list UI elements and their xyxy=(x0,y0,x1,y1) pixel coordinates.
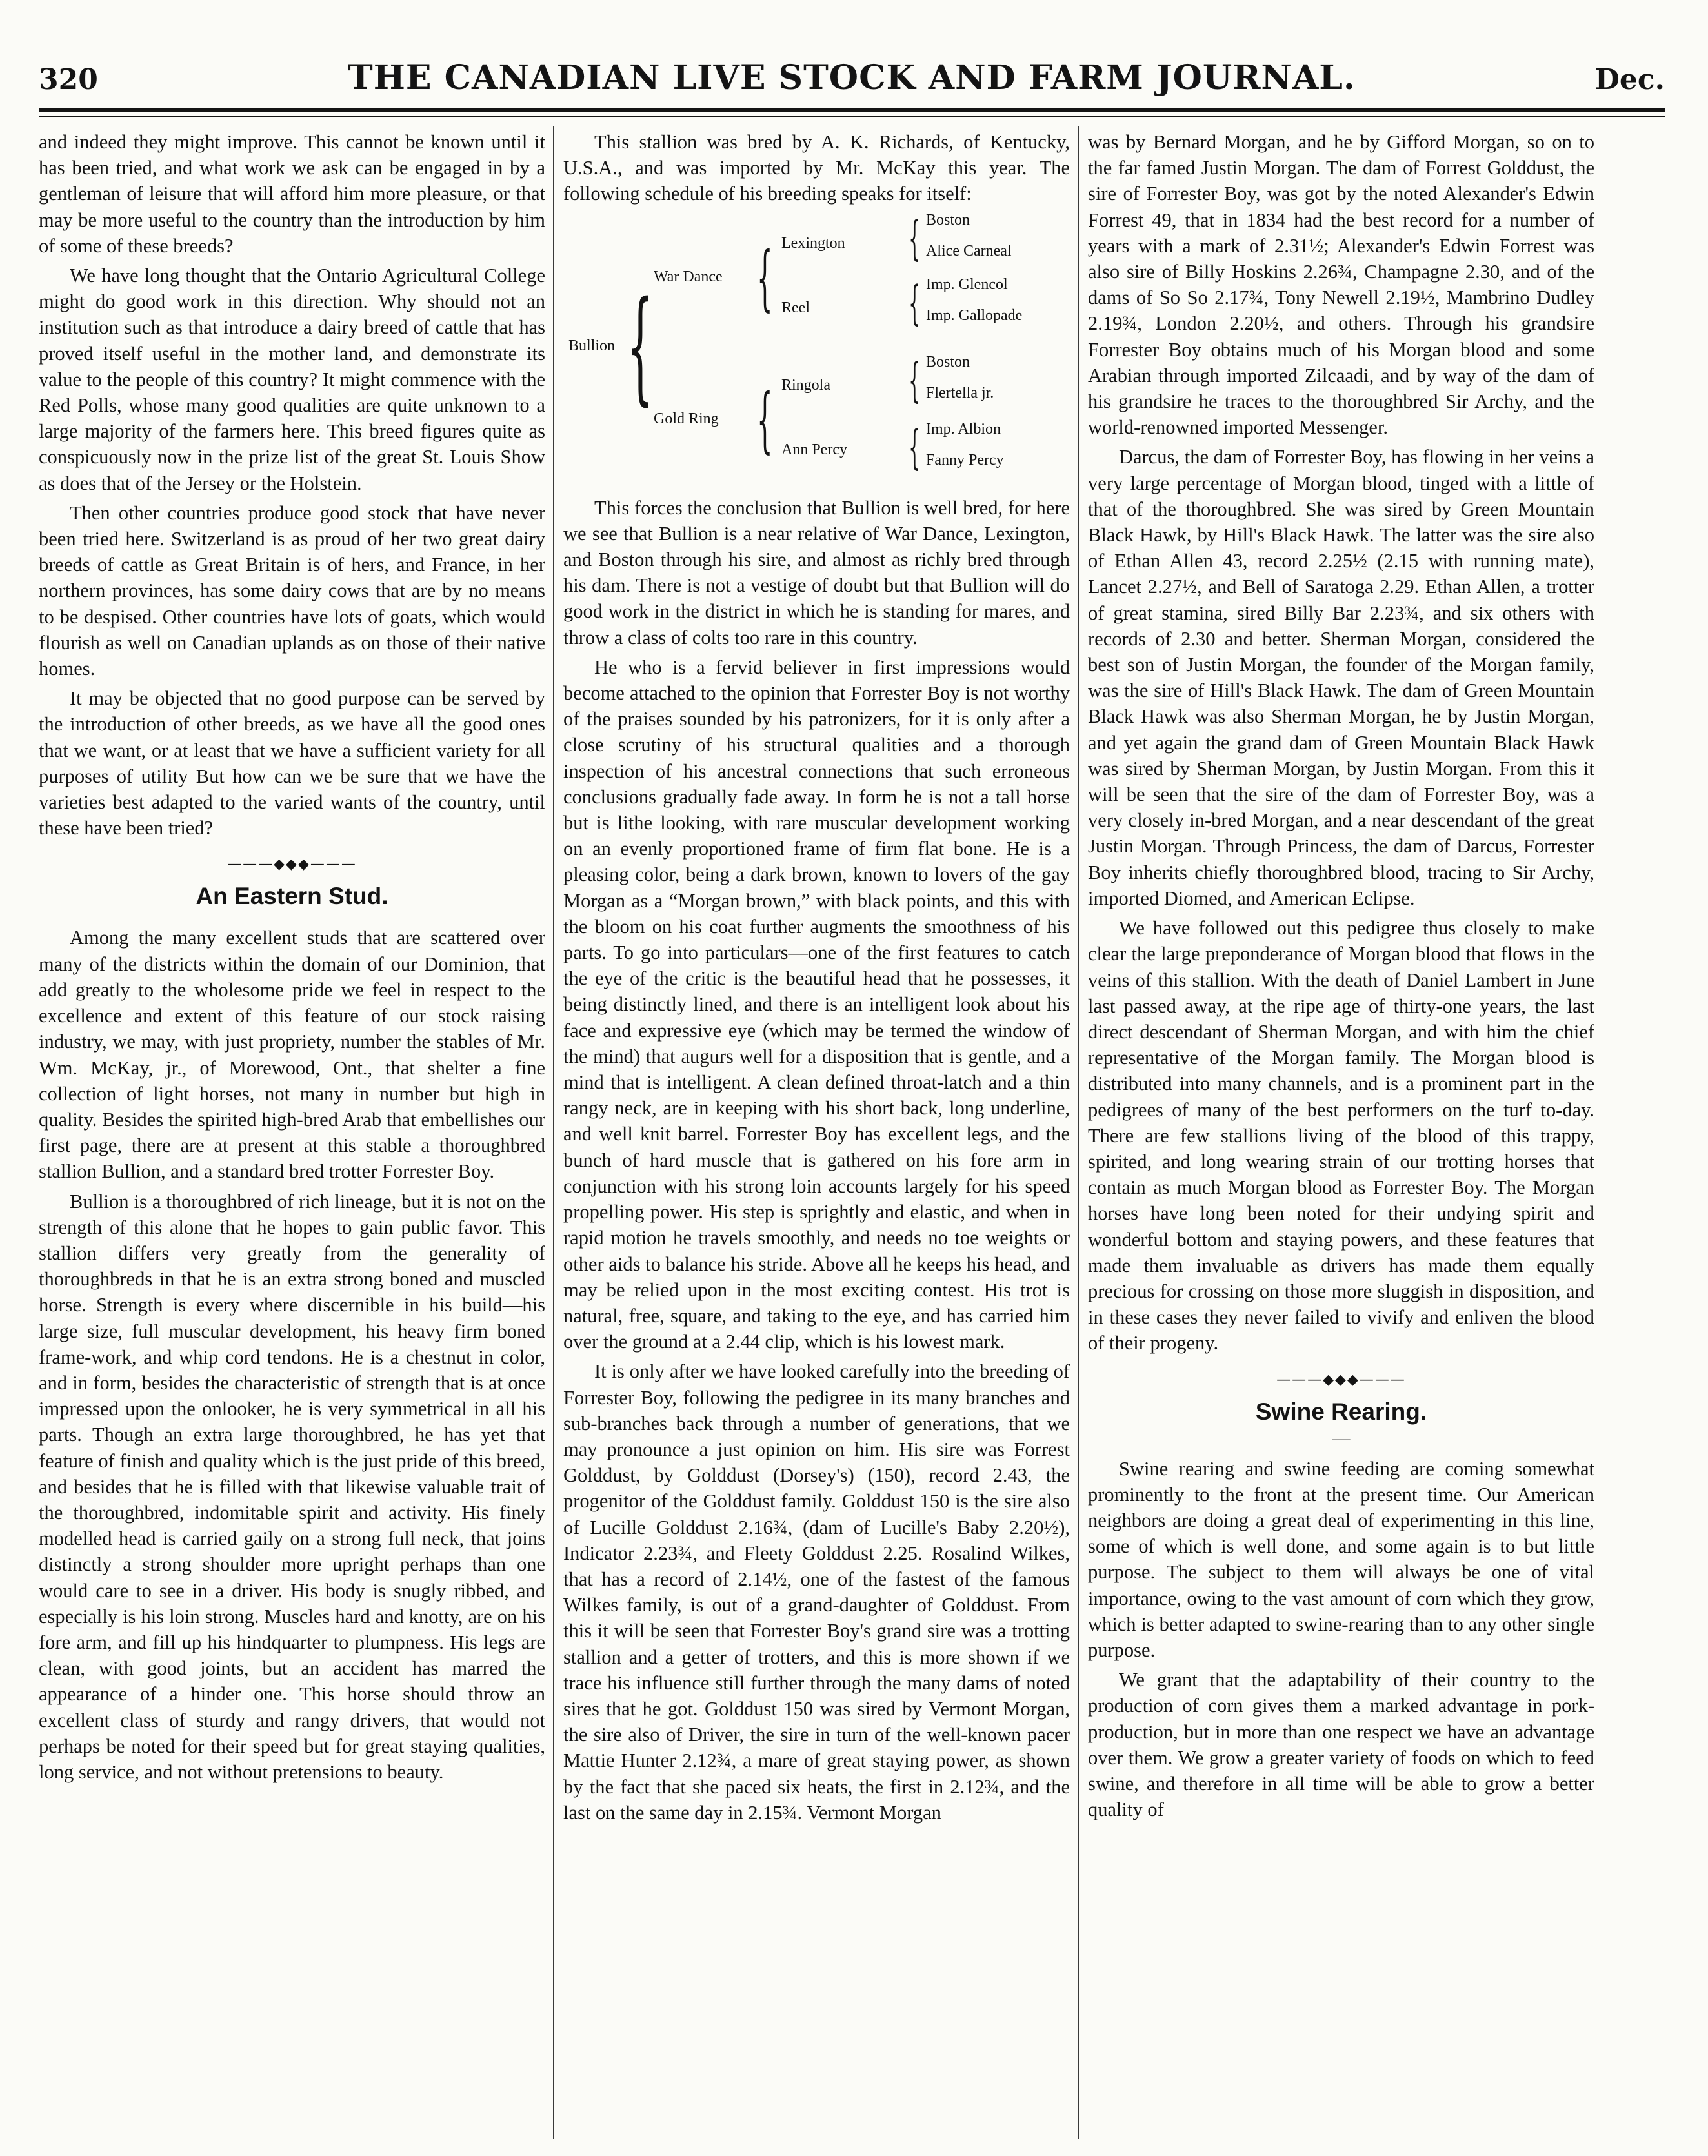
pedigree-name: Boston xyxy=(926,211,970,228)
paragraph: Then other countries produce good stock that have never been tried here. Switzerland is as proud of her two great dairy breeds of cattle as Great Britain is of hers, and France, in her northern provinces, has some dairy cows that are by no means to be despised. Other countries have lots of goats, which would flourish as well on Canadian uplands as on those of their native homes. xyxy=(39,501,545,680)
paragraph: We have followed out this pedigree thus closely to make clear the large preponderance of Morgan blood that flows in the veins of this stallion. With the death of Daniel Lambert in June last passed away, at the ripe age of thirty-one years, the last direct descendant of Sherman Morgan, and with him the chief representative of the Morgan family. The Morgan blood is distributed into many channels, and is a prominent part in the pedigrees of many of the best performers on the turf to-day. There are few stallions living of the blood of this trappy, spirited, and long wearing strain of our trotting horses that contain as much Morgan blood as Forrester Boy. The Morgan horses have long been noted for their undying spirit and wonderful bottom and staying powers, and these features that made them invaluable as drivers has made them equally precious for crossing on those more sluggish in disposition, and in these cases they never failed to vivify and enliven the blood of their progeny. xyxy=(1088,917,1594,1355)
pedigree-dam-sire: Ringola xyxy=(781,376,830,394)
pedigree-name: Fanny Percy xyxy=(926,451,1004,468)
paragraph: Bullion is a thoroughbred of rich lineage, but it is not on the strength of this alone that he hopes to gain public favor. This stallion differs very greatly from the generality of thoroughbreds in that he is an extra strong boned and muscled horse. Strength is every where discernible in his build—his large size, full muscular development, his heavy firm boned frame-work, and whip cord tendons. He is a chestnut in color, and in form, besides the characteristic of strength that is at once impressed upon the onlooker, he is very symmetrical in all his parts. Though an extra large thoroughbred, he has yet that feature of finish and quality which is the just pride of this breed, and besides that he is filled with that likewise valuable trait of the thoroughbred, indomitable spirit and activity. His finely modelled head is carried gaily on a strong full neck, that joins distinctly a strong shoulder more upright perhaps than one would care to see in a driver. His body is snugly ribbed, and especially is his loin strong. Muscles hard and knotty, are on his fore arm, and fill up his hindquarter to plumpness. His legs are clean, with good joints, but an accident has marred the appearance of a hinder one. This horse should throw an excellent class of sturdy and rangy drivers, that would not perhaps be noted for their speed but for great staying qualities, long service, and not without pretensions to beauty. xyxy=(39,1190,545,1783)
paragraph: He who is a fervid believer in first impressions would become attached to the opinion that Forrester Boy is not worthy of the praises sounded by his patronizers, for it is only after a close scrutiny of his structural qualities and a thorough inspection of his ancestral connections that such erroneous conclusions gradually fade away. In form he is not a tall horse but is lithe looking, with rare muscular development working on an evenly proportioned frame of firm flat bone. He is a pleasing color, being a dark brown, known to lovers of the gay Morgan as a “Morgan brown,” with black points, and this with the bloom on his coat further augments the smoothness of his parts. To go into particulars—one of the first features to catch the eye of the critic is the beautiful head that he possesses, it being distinctly lined, and there is an intelligent look about his face and expressive eye (which may be termed the window of the mind) that augurs well for a disposition that is gentle, and a mind that is intelligent. A clean defined throat-latch and a thin rangy neck, are in keeping with his short back, long underline, and well knit barrel. Forrester Boy has excellent legs, and the bunch of hard muscle that is gathered on his fore arm in conjunction with his strong loin accounts largely for his speed propelling power. His step is sprightly and elastic, and when in rapid motion he travels smoothly, and needs no toe weights or other aids to balance his stride. Above all he keeps his head, and may be relied upon in the most exciting contest. His trot is natural, free, square, and taking to the eye, and has carried him over the ground at a 2.44 clip, which is his lowest mark. xyxy=(563,656,1070,1353)
page-number: 320 xyxy=(39,63,98,96)
pedigree-bracket: { xyxy=(909,352,921,407)
pedigree-dam-dam: Ann Percy xyxy=(781,441,847,458)
paragraph: Among the many excellent studs that are scattered over many of the districts within the domain of our Dominion, that add greatly to the wholesome pride we feel in respect to the excellence and extent of this feature of our stock raising industry, we may, with just propriety, number the stables of Mr. Wm. McKay, jr., of Morewood, Ont., that shelter a fine collection of light horses, not many in number but high in quality. Besides the spirited high-bred Arab that embellishes our first page, there are at present at this stable a thoroughbred stallion Bullion, and a standard bred trotter Forrester Boy. xyxy=(39,927,545,1183)
pedigree-sire: War Dance xyxy=(654,268,723,285)
pedigree-horse: Bullion xyxy=(568,337,616,354)
column-left xyxy=(39,129,545,2136)
paragraph: Swine rearing and swine feeding are coming somewhat prominently to the front at the present time. Our American neighbors are doing a great deal of experimenting in this line, some of which is well done, and some again is to but little purpose. The subject to them will always be one of vital importance, owing to the vast amount of corn which they grow, which is better adapted to swine-rearing than to any other single purpose. xyxy=(1088,1457,1594,1661)
pedigree-name: Imp. Albion xyxy=(926,420,1001,438)
paragraph: This stallion was bred by A. K. Richards, of Kentucky, U.S.A., and was imported by Mr. McKay this year. The following schedule of his breeding speaks for itself: xyxy=(563,131,1070,205)
heading-rule: — xyxy=(1332,1428,1351,1449)
pedigree-bracket: { xyxy=(909,275,921,330)
paragraph: We grant that the adaptability of their country to the production of corn gives them a marked advantage in pork-production, but in more than one respect we have an advantage over them. We grow a greater variety of foods on which to feed swine, and therefore in all time will be able to grow a better quality of xyxy=(1088,1669,1594,1821)
pedigree-name: Boston xyxy=(926,353,970,370)
pedigree-bracket: { xyxy=(757,236,773,319)
pedigree-sire-dam: Reel xyxy=(781,299,810,316)
pedigree-name: Imp. Gallopade xyxy=(926,307,1023,324)
column-right xyxy=(1088,129,1594,2136)
masthead-title: THE CANADIAN LIVE STOCK AND FARM JOURNAL. xyxy=(348,58,1356,97)
pedigree-sire-sire: Lexington xyxy=(781,234,845,252)
pedigree-bracket: { xyxy=(909,210,921,265)
paragraph: We have long thought that the Ontario Agricultural College might do good work in this direction. Why should not an institution such as that introduce a dairy breed of cattle that has proved itself useful in the mother land, and demonstrate its value to the people of this country? It might commence with the Red Polls, whose many good qualities are quite unknown to a large majority of the farmers here. This breed figures quite as conspicuously now in the prize list of the great St. Louis Show as does that of the Jersey or the Holstein. xyxy=(39,265,545,494)
paragraph: It may be objected that no good purpose can be served by the introduction of other breeds, as we have all the good ones that we want, or at least that we have a sufficient variety for all purposes of utility But how can we be sure that we have the varieties best adapted to the varied wants of the country, until these have been tried? xyxy=(39,687,545,840)
page-header xyxy=(39,58,1665,110)
paragraph: Darcus, the dam of Forrester Boy, has flowing in her veins a very large percentage of Morgan blood, tinged with a little of that of the thoroughbred. She was sired by Green Mountain Black Hawk, by Hill's Black Hawk. The latter was the sire also of Ethan Allen 43, record 2.25½ (2.15 with running mate), Lancet 2.27½, and Bell of Saratoga 2.29. Ethan Allen, a trotter of great stamina, sired Billy Bar 2.23¾, and six others with records of 2.30 and better. Sherman Morgan, considered the best son of Justin Morgan, the founder of the Morgan family, was the sire of Hill's Black Hawk. The dam of Green Mountain Black Hawk was also Sherman Morgan, he by Justin Morgan, and yet again the grand dam of Green Mountain Black Hawk was sired by Sherman Morgan, by Justin Morgan. From this it will be seen that the sire of the dam of Forrester Boy, was a very closely in-bred Morgan, and a near descendant of the great Justin Morgan. Through Princess, the dam of Darcus, Forrester Boy inherits chiefly thoroughbred blood, tracing to Sir Archy, imported Diomed, and American Eclipse. xyxy=(1088,446,1594,909)
paragraph: and indeed they might improve. This cannot be known until it has been tried, and what work we ask can be engaged in by a gentleman of leisure that will afford him more pleasure, or that may be more useful to the country than the introduction by him of some of these breeds? xyxy=(39,131,545,257)
header-rule-thin xyxy=(39,116,1665,117)
section-ornament: ———◆◆◆——— xyxy=(1276,1371,1406,1388)
pedigree-dam: Gold Ring xyxy=(654,410,719,427)
paragraph: It is only after we have looked carefully into the breeding of Forrester Boy, following the pedigree in its many branches and sub-branches back through a number of generations, that we may pronounce a just opinion on him. His sire was Forrest Golddust, by Golddust (Dorsey's) (150), record 2.43, the progenitor of the Golddust family. Golddust 150 is the sire also of Lucille Golddust 2.16¾, (dam of Lucille's Baby 2.20½), Indicator 2.23¾, and Fleety Golddust 2.25. Rosalind Wilkes, that has a record of 2.14½, one of the fastest of the famous Wilkes family, is out of a grand-daughter of Golddust. From this it will be seen that Forrester Boy's grand sire was a trotting stallion and a getter of trotters, and this is more shown if we trace his influence still further through the many dams of noted sires that he got. Golddust 150 was sired by Vermont Morgan, the sire also of Driver, the sire in turn of the well-known pacer Mattie Hunter 2.12¾, a mare of great staying power, as shown by the fact that she paced six heats, the first in 2.12¾, and the last on the same day in 2.15¾. Vermont Morgan xyxy=(563,1360,1070,1824)
pedigree-bracket: { xyxy=(757,378,773,461)
pedigree-name: Flertella jr. xyxy=(926,384,994,401)
pedigree-name: Alice Carneal xyxy=(926,242,1012,259)
section-heading-swine-rearing: Swine Rearing. xyxy=(1255,1398,1427,1425)
section-ornament: ———◆◆◆——— xyxy=(227,856,357,873)
pedigree-name: Imp. Glencol xyxy=(926,276,1008,293)
column-divider xyxy=(553,126,554,2139)
paragraph: was by Bernard Morgan, and he by Gifford Morgan, so on to the far famed Justin Morgan. The dam of Forrest Golddust, the sire of Forrester Boy, was got by the noted Alexander's Edwin Forrest 49, that in 1834 had the best record for a number of years with a mark of 2.31½; Alexander's Edwin Forrest was also sire of Billy Hoskins 2.26¾, Champagne 2.30, and of the dams of So So 2.17¾, Tony Newell 2.19½, Mambrino Dudley 2.19¾, London 2.20½, and others. Through his grandsire Forrester Boy obtains much of his Morgan blood and some Arabian through imported Zilcaadi, and by way of the dam of his grandsire he traces to the thoroughbred Sir Archy, and the world-renowned imported Messenger. xyxy=(1088,131,1594,439)
column-divider xyxy=(1078,126,1079,2139)
paragraph: This forces the conclusion that Bullion is well bred, for here we see that Bullion is a near relative of War Dance, Lexington, and Boston through his sire, and almost as richly bred through his dam. There is not a vestige of doubt but that Bullion will do good work in the district in which he is standing for mares, and throw a class of colts too rare in this country. xyxy=(563,496,1070,649)
section-heading-eastern-stud: An Eastern Stud. xyxy=(196,883,388,910)
header-rule-thick xyxy=(39,108,1665,112)
column-middle xyxy=(563,129,1070,2136)
pedigree-bracket: { xyxy=(627,274,654,418)
pedigree-bracket: { xyxy=(909,419,921,474)
pedigree-chart xyxy=(563,211,1070,489)
issue-month: Dec. xyxy=(1594,63,1665,96)
